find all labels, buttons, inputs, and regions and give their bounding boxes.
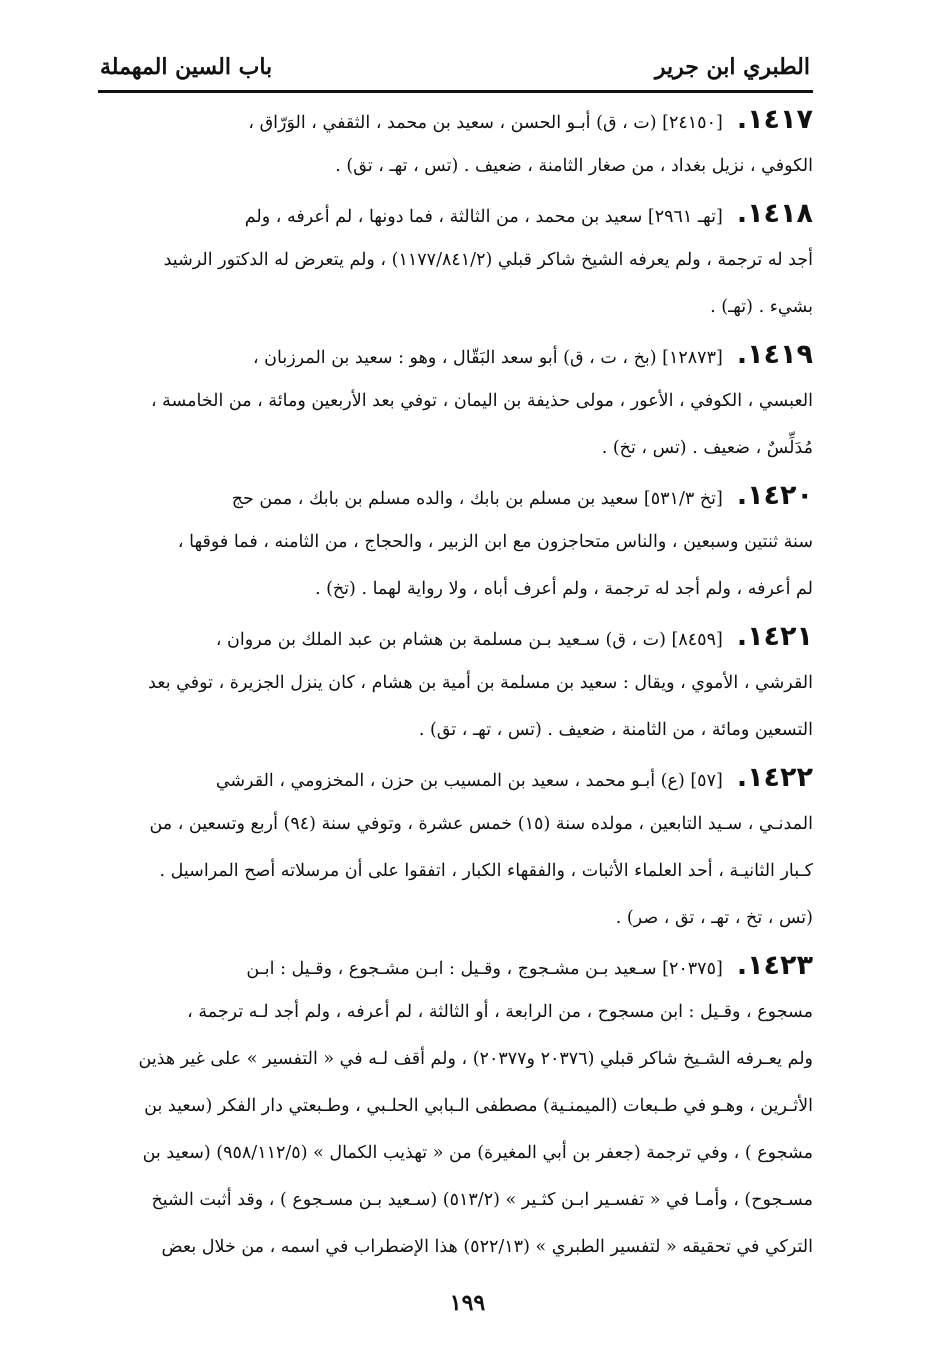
line-text: سنة ثنتين وسبعين ، والناس متحاجزون مع ابن الزبير ، والحجاج ، من الثامنه ، فما فوقها ،	[177, 532, 813, 552]
line-text: [٨٤٥٩] (ت ، ق) سـعيد بـن مسلمة بن هشام بن عبد الملك بن مروان ،	[215, 630, 723, 650]
line-text: الكوفي ، نزيل بغداد ، من صغار الثامنة ، ضعيف . (تس ، تهـ ، تق) .	[335, 156, 813, 176]
header-book-title: الطبري ابن جرير	[654, 54, 810, 80]
line-text: مُدَلِّسٌ ، ضعيف . (تس ، تخ) .	[601, 438, 813, 458]
text-line	[98, 1130, 813, 1177]
line-text: [٢٤١٥٠] (ت ، ق) أبـو الحسن ، سعيد بن محمد ، الثقفي ، الوَرّاق ،	[248, 113, 723, 133]
line-text: التركي في تحقيقه « لتفسير الطبري » (٥٢٢/١٣) هذا الإضطراب في اسمه ، من خلال بعض	[161, 1237, 813, 1257]
text-line	[98, 425, 813, 472]
text-line	[98, 754, 813, 801]
line-text: ولم يعـرفه الشـيخ شاكر قبلي (٢٠٣٧٦ و٢٠٣٧٧) ، ولم أقف لـه في « التفسير » على غير هذين	[138, 1049, 813, 1069]
text-line	[98, 519, 813, 566]
text-line	[98, 989, 813, 1036]
text-line	[98, 895, 813, 942]
line-text: مسجوع ، وقـيل : ابن مسجوح ، من الرابعة ، أو الثالثة ، لم أعرفه ، ولم أجد لـه ترجمة ،	[187, 1002, 813, 1022]
entry-number: ١٤٢٣.	[736, 950, 813, 981]
entry-number: ١٤١٧.	[736, 104, 813, 135]
header-rule	[98, 90, 813, 93]
line-text: (تس ، تخ ، تهـ ، تق ، صر) .	[615, 908, 813, 928]
line-text: بشيء . (تهـ) .	[710, 297, 813, 317]
line-text: [١٢٨٧٣] (بخ ، ت ، ق) أبو سعد البَقّال ، وهو : سعيد بن المرزبان ،	[252, 348, 723, 368]
page-number: ١٩٩	[449, 1290, 486, 1316]
text-line	[98, 1224, 813, 1271]
line-text: الأثـرين ، وهـو في طـبعات (الميمنـية) مصطفى الـبابي الحلـبي ، وطـبعتي دار الفكر (سعيد بن	[144, 1096, 813, 1116]
line-text: أجد له ترجمة ، ولم يعرفه الشيخ شاكر قبلي (١١٧٧/٨٤١/٢) ، ولم يتعرض له الدكتور الرشيد	[163, 250, 813, 270]
line-text: القرشي ، الأموي ، ويقال : سعيد بن مسلمة بن أمية بن هشام ، كان ينزل الجزيرة ، توفي بعد	[148, 673, 813, 693]
header-chapter-title: باب السين المهملة	[100, 54, 273, 80]
line-text: التسعين ومائة ، من الثامنة ، ضعيف . (تس ، تهـ ، تق) .	[418, 720, 813, 740]
line-text: مسـجوح) ، وأمـا في « تفسـير ابـن كثـير » (٥١٣/٢) (سـعيد بـن مسـجوع ) ، وقد أثبت الشيخ	[151, 1190, 813, 1210]
text-line	[98, 190, 813, 237]
text-line	[98, 237, 813, 284]
text-line	[98, 378, 813, 425]
line-text: [٥٧] (ع) أبـو محمد ، سعيد بن المسيب بن حزن ، المخزومي ، القرشي	[215, 771, 723, 791]
text-line	[98, 942, 813, 989]
running-header	[100, 36, 810, 80]
text-line	[98, 1036, 813, 1083]
line-text: المدنـي ، سـيد التابعين ، مولده سنة (١٥) خمس عشرة ، وتوفي سنة (٩٤) أربع وتسعين ، من	[149, 814, 813, 834]
text-line	[98, 801, 813, 848]
text-line	[98, 613, 813, 660]
text-line	[98, 472, 813, 519]
entry-number: ١٤٢٢.	[736, 762, 813, 793]
entry-number: ١٤١٨.	[736, 198, 813, 229]
line-text: مشجوع ) ، وفي ترجمة (جعفر بن أبي المغيرة) من « تهذيب الكمال » (٩٥٨/١١٢/٥) (سعيد بن	[142, 1143, 813, 1163]
page-body	[98, 96, 813, 1271]
text-line	[98, 143, 813, 190]
text-line	[98, 1177, 813, 1224]
text-line	[98, 848, 813, 895]
text-line	[98, 566, 813, 613]
line-text: [٢٠٣٧٥] سـعيد بـن مشـجوج ، وقـيل : ابـن مشـجوع ، وقـيل : ابـن	[246, 959, 723, 979]
line-text: [تهـ ٢٩٦١] سعيد بن محمد ، من الثالثة ، فما دونها ، لم أعرفه ، ولم	[244, 207, 723, 227]
text-line	[98, 1083, 813, 1130]
line-text: [تخ ٥٣١/٣] سعيد بن مسلم بن بابك ، والده مسلم بن بابك ، ممن حج	[231, 489, 723, 509]
line-text: كـبار الثانيـة ، أحد العلماء الأثبات ، والفقهاء الكبار ، اتفقوا على أن مرسلاته أصح المراسيل .	[159, 861, 813, 881]
entry-number: ١٤٢٠.	[736, 480, 813, 511]
entry-number: ١٤١٩.	[736, 339, 813, 370]
text-line	[98, 660, 813, 707]
text-line	[98, 96, 813, 143]
line-text: لم أعرفه ، ولم أجد له ترجمة ، ولم أعرف أباه ، ولا رواية لهما . (تخ) .	[314, 579, 813, 599]
text-line	[98, 707, 813, 754]
line-text: العبسي ، الكوفي ، الأعور ، مولى حذيفة بن اليمان ، توفي بعد الأربعين ومائة ، من الخامسة ،	[150, 391, 813, 411]
text-line	[98, 284, 813, 331]
entry-number: ١٤٢١.	[736, 621, 813, 652]
text-line	[98, 331, 813, 378]
